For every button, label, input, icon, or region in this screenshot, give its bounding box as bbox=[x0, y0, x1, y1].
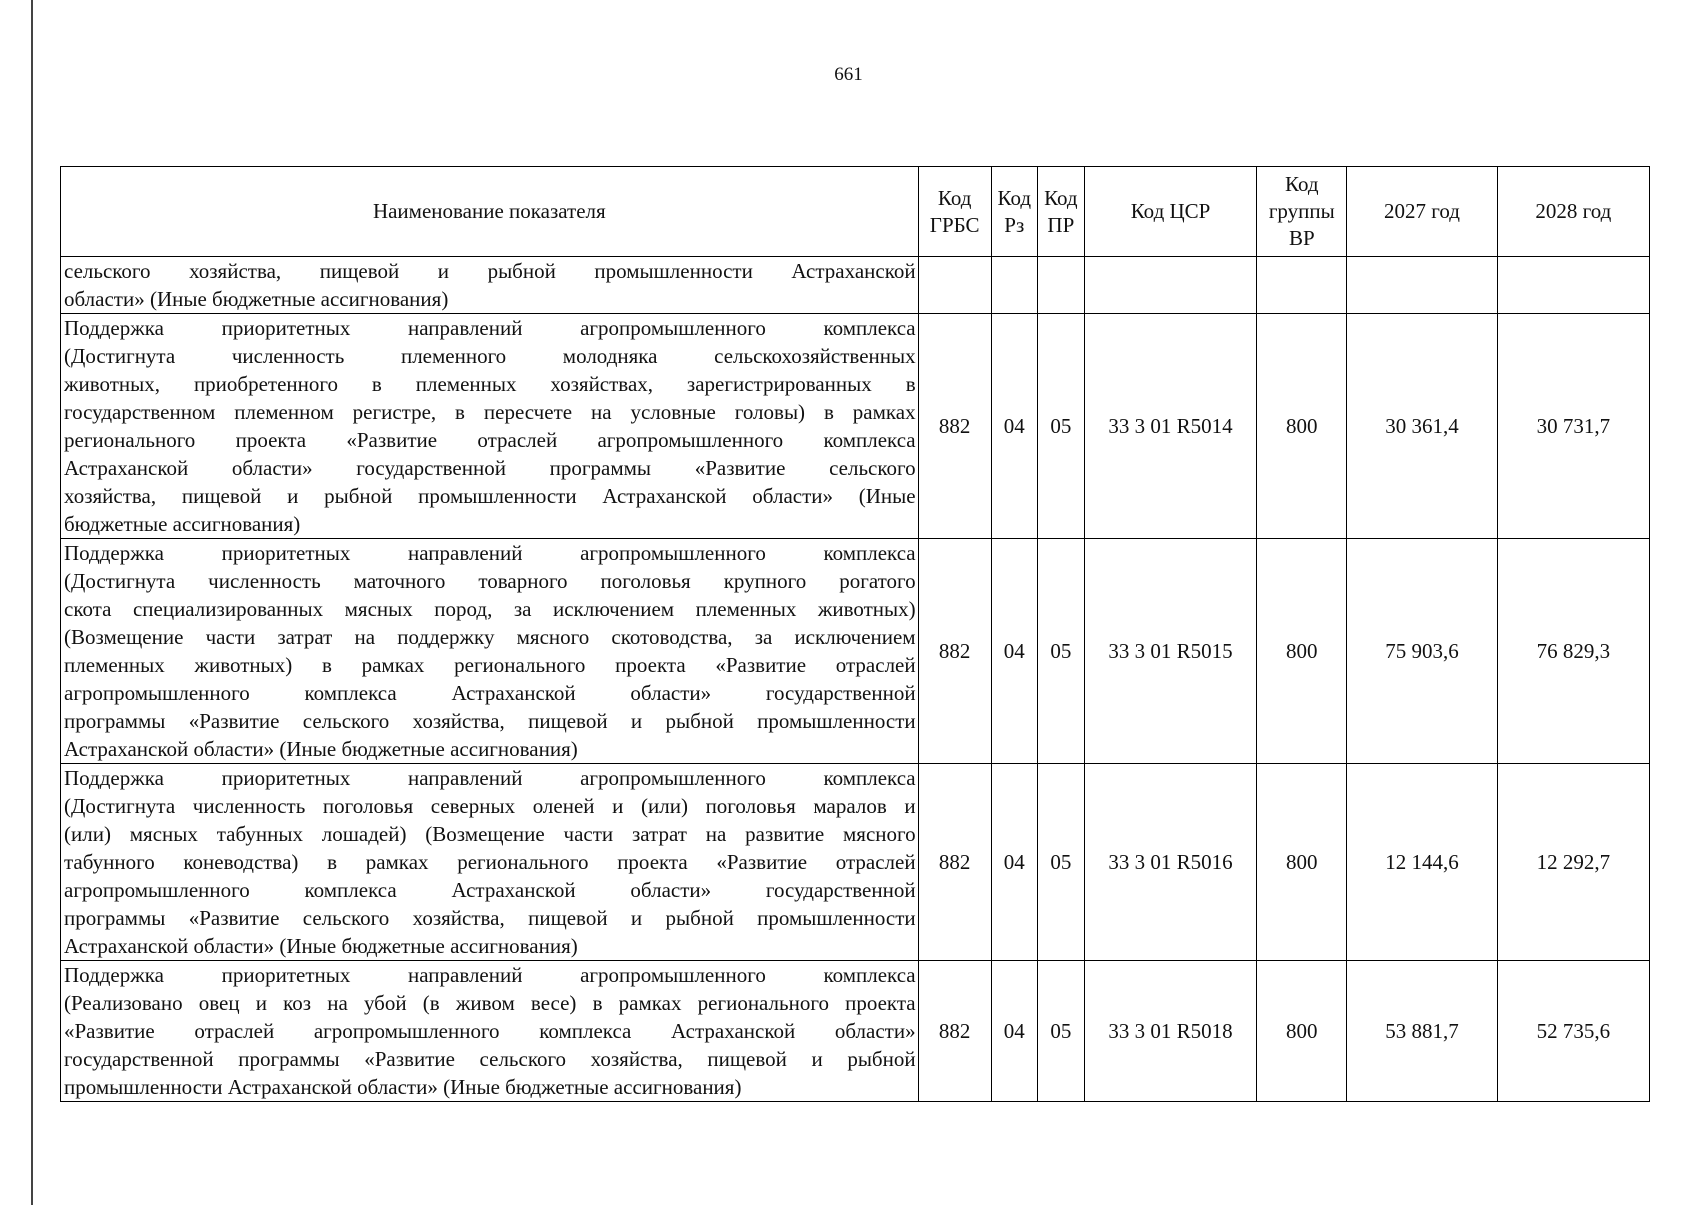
cell-y2027 bbox=[1347, 257, 1497, 314]
cell-vr: 800 bbox=[1257, 764, 1347, 961]
row-name-line: агропромышленного комплекса Астраханской области» государственной bbox=[64, 878, 916, 902]
row-name-line: государственной программы «Развитие сельского хозяйства, пищевой и рыбной bbox=[64, 1047, 916, 1071]
row-name-line: сельского хозяйства, пищевой и рыбной промышленности Астраханской bbox=[64, 259, 916, 283]
cell-y2028: 52 735,6 bbox=[1497, 961, 1649, 1102]
row-name-line: (Достигнута численность поголовья северных оленей и (или) поголовья маралов и bbox=[64, 794, 916, 818]
cell-csr: 33 3 01 R5018 bbox=[1084, 961, 1256, 1102]
row-name-line: «Развитие отраслей агропромышленного комплекса Астраханской области» bbox=[64, 1019, 916, 1043]
cell-pr: 05 bbox=[1037, 314, 1084, 539]
row-name-line: Поддержка приоритетных направлений агропромышленного комплекса bbox=[64, 766, 916, 790]
cell-vr bbox=[1257, 257, 1347, 314]
row-name-line: регионального проекта «Развитие отраслей агропромышленного комплекса bbox=[64, 428, 916, 452]
cell-csr: 33 3 01 R5014 bbox=[1084, 314, 1256, 539]
row-name-line: племенных животных) в рамках регионального проекта «Развитие отраслей bbox=[64, 653, 916, 677]
row-name-cell bbox=[61, 961, 919, 1102]
cell-csr bbox=[1084, 257, 1256, 314]
header-csr: Код ЦСР bbox=[1084, 167, 1256, 257]
row-name-line: Поддержка приоритетных направлений агропромышленного комплекса bbox=[64, 316, 916, 340]
cell-y2027: 12 144,6 bbox=[1347, 764, 1497, 961]
row-name-line: области» (Иные бюджетные ассигнования) bbox=[64, 287, 449, 311]
row-name-line: Поддержка приоритетных направлений агропромышленного комплекса bbox=[64, 541, 916, 565]
row-name-line: государственном племенном регистре, в пересчете на условные головы) в рамках bbox=[64, 400, 916, 424]
header-pr: Код ПР bbox=[1037, 167, 1084, 257]
cell-y2028 bbox=[1497, 257, 1649, 314]
table-header-row bbox=[61, 167, 1650, 257]
row-name-line: Поддержка приоритетных направлений агропромышленного комплекса bbox=[64, 963, 916, 987]
cell-vr: 800 bbox=[1257, 539, 1347, 764]
cell-y2027: 53 881,7 bbox=[1347, 961, 1497, 1102]
table-body bbox=[61, 257, 1650, 1102]
cell-csr: 33 3 01 R5015 bbox=[1084, 539, 1256, 764]
page-number: 661 bbox=[834, 64, 863, 85]
cell-rz: 04 bbox=[991, 314, 1037, 539]
row-name-line: (Достигнута численность маточного товарного поголовья крупного рогатого bbox=[64, 569, 916, 593]
table-row bbox=[61, 764, 1650, 961]
row-name-line: хозяйства, пищевой и рыбной промышленности Астраханской области» (Иные bbox=[64, 484, 916, 508]
cell-rz: 04 bbox=[991, 764, 1037, 961]
header-vr: Код группы ВР bbox=[1257, 167, 1347, 257]
row-name-line: агропромышленного комплекса Астраханской области» государственной bbox=[64, 681, 916, 705]
row-name-cell bbox=[61, 314, 919, 539]
header-rz: Код Рз bbox=[991, 167, 1037, 257]
row-name-line: промышленности Астраханской области» (Иные бюджетные ассигнования) bbox=[64, 1075, 742, 1099]
row-name-line: (Возмещение части затрат на поддержку мясного скотоводства, за исключением bbox=[64, 625, 916, 649]
cell-rz bbox=[991, 257, 1037, 314]
row-name-cell bbox=[61, 764, 919, 961]
row-name-line: Астраханской области» (Иные бюджетные ассигнования) bbox=[64, 934, 578, 958]
cell-grbs: 882 bbox=[918, 764, 991, 961]
cell-pr bbox=[1037, 257, 1084, 314]
row-name-cell bbox=[61, 257, 919, 314]
table-row bbox=[61, 314, 1650, 539]
row-name-line: программы «Развитие сельского хозяйства, пищевой и рыбной промышленности bbox=[64, 709, 916, 733]
cell-y2027: 30 361,4 bbox=[1347, 314, 1497, 539]
row-name-line: Астраханской области» государственной программы «Развитие сельского bbox=[64, 456, 916, 480]
cell-pr: 05 bbox=[1037, 961, 1084, 1102]
table-row bbox=[61, 257, 1650, 314]
header-name: Наименование показателя bbox=[61, 167, 919, 257]
page-margin-line bbox=[31, 0, 33, 1205]
cell-y2028: 76 829,3 bbox=[1497, 539, 1649, 764]
row-name-line: (Достигнута численность племенного молодняка сельскохозяйственных bbox=[64, 344, 916, 368]
cell-rz: 04 bbox=[991, 539, 1037, 764]
row-name-line: Астраханской области» (Иные бюджетные ассигнования) bbox=[64, 737, 578, 761]
cell-vr: 800 bbox=[1257, 961, 1347, 1102]
table-row bbox=[61, 961, 1650, 1102]
row-name-cell bbox=[61, 539, 919, 764]
cell-grbs: 882 bbox=[918, 539, 991, 764]
cell-grbs bbox=[918, 257, 991, 314]
cell-vr: 800 bbox=[1257, 314, 1347, 539]
cell-y2028: 30 731,7 bbox=[1497, 314, 1649, 539]
row-name-line: бюджетные ассигнования) bbox=[64, 512, 301, 536]
cell-y2028: 12 292,7 bbox=[1497, 764, 1649, 961]
row-name-line: (или) мясных табунных лошадей) (Возмещение части затрат на развитие мясного bbox=[64, 822, 916, 846]
row-name-line: (Реализовано овец и коз на убой (в живом весе) в рамках регионального проекта bbox=[64, 991, 916, 1015]
cell-grbs: 882 bbox=[918, 961, 991, 1102]
cell-pr: 05 bbox=[1037, 539, 1084, 764]
cell-grbs: 882 bbox=[918, 314, 991, 539]
row-name-line: программы «Развитие сельского хозяйства, пищевой и рыбной промышленности bbox=[64, 906, 916, 930]
cell-rz: 04 bbox=[991, 961, 1037, 1102]
budget-table bbox=[60, 166, 1650, 1102]
table-row bbox=[61, 539, 1650, 764]
row-name-line: животных, приобретенного в племенных хозяйствах, зарегистрированных в bbox=[64, 372, 916, 396]
header-2027: 2027 год bbox=[1347, 167, 1497, 257]
header-2028: 2028 год bbox=[1497, 167, 1649, 257]
header-grbs: Код ГРБС bbox=[918, 167, 991, 257]
cell-csr: 33 3 01 R5016 bbox=[1084, 764, 1256, 961]
row-name-line: скота специализированных мясных пород, за исключением племенных животных) bbox=[64, 597, 916, 621]
cell-pr: 05 bbox=[1037, 764, 1084, 961]
cell-y2027: 75 903,6 bbox=[1347, 539, 1497, 764]
row-name-line: табунного коневодства) в рамках регионального проекта «Развитие отраслей bbox=[64, 850, 916, 874]
